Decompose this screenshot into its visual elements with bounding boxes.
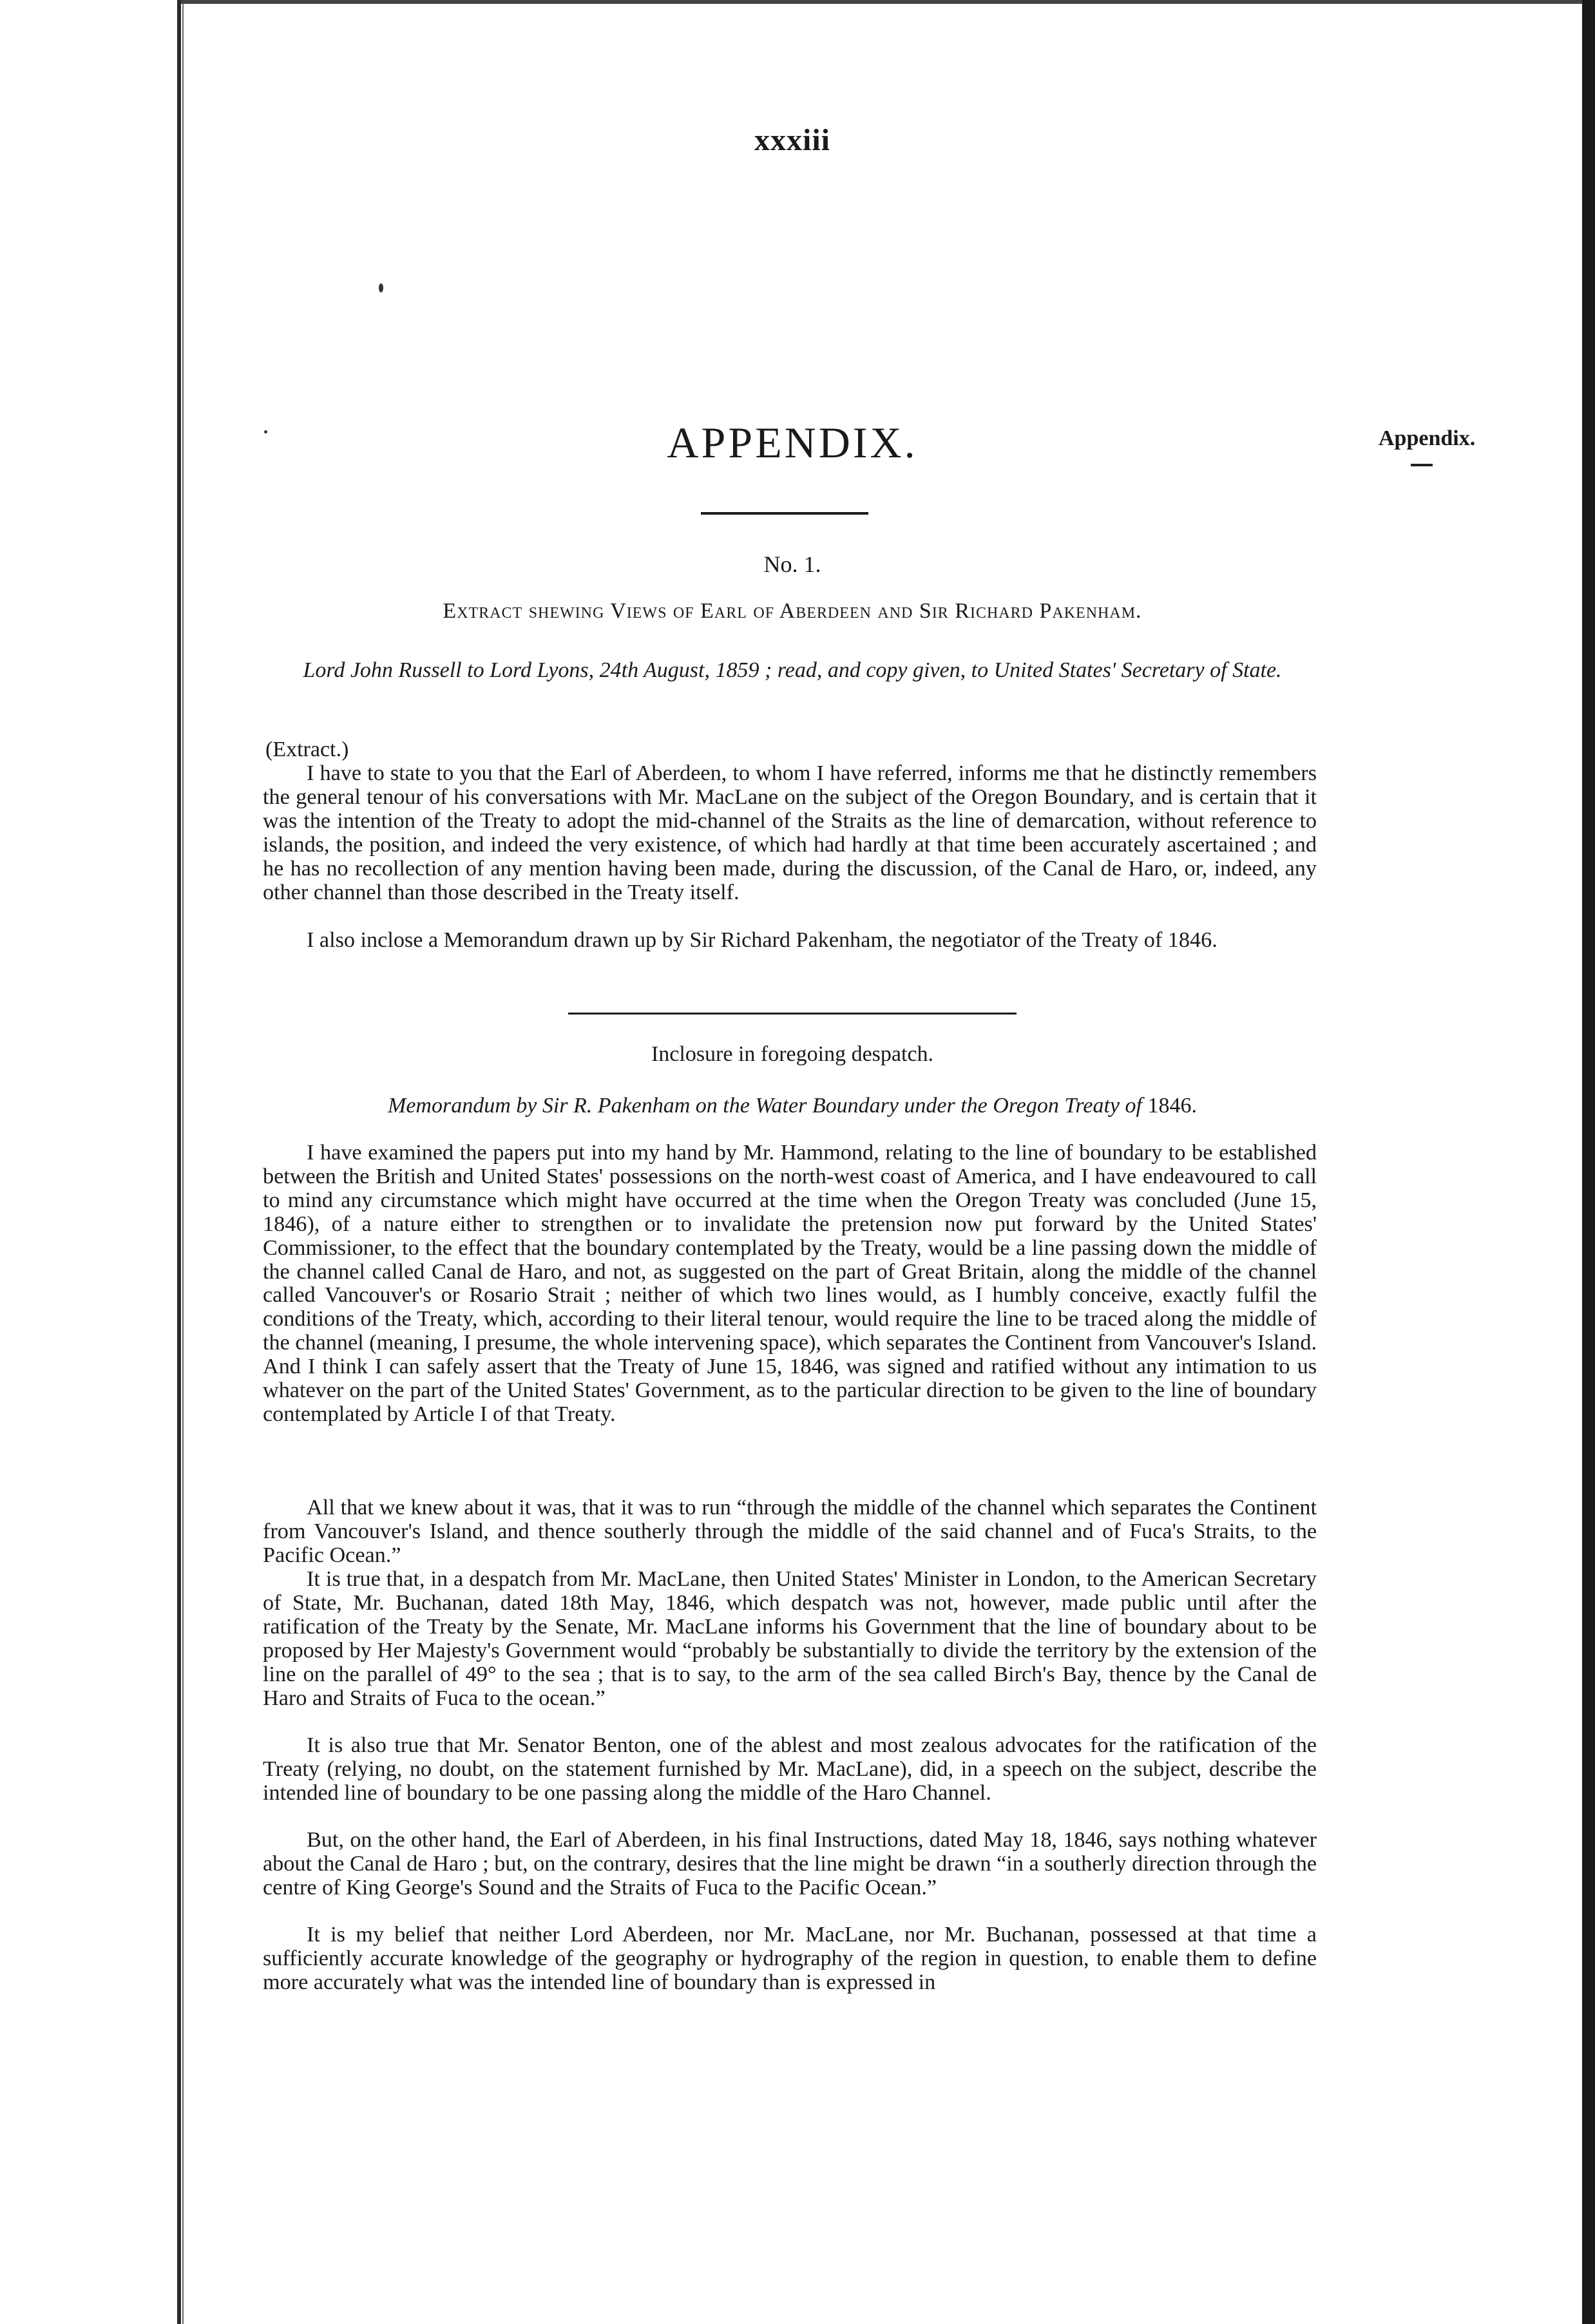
- binding-edge: [177, 0, 181, 2324]
- memo-paragraph: All that we knew about it was, that it was to run “through the middle of the channel which separates the Continent from Vancouver's Island, and thence southerly through the middle of the said channel and of Fuca's Straits, to the Pacific Ocean.”: [263, 1496, 1317, 1567]
- memo-paragraph: I have examined the papers put into my hand by Mr. Hammond, relating to the line of boundary to be established between the British and United States' possessions on the north-west coast of America, and I have endeavoured to call to mind any circumstance which might have occurred at the time when the Oregon Treaty was concluded (June 15, 1846), of a nature either to strengthen or to invalidate the pretension now put forward by the United States' Commissioner, to the effect that the boundary contemplated by the Treaty, would be a line passing down the middle of the channel called Canal de Haro, and not, as suggested on the part of Great Britain, along the middle of the channel called Vancouver's or Rosario Strait ; neither of which two lines would, as I humbly conceive, exactly fulfil the conditions of the Treaty, which, according to their literal tenour, would require the line to be traced along the middle of the channel (meaning, I presume, the whole intervening space), which separates the Continent from Vancouver's Island. And I think I can safely assert that the Treaty of June 15, 1846, was signed and ratified without any intimation to us whatever on the part of the United States' Government, as to the particular direction to be given to the line of boundary contemplated by Article I of that Treaty.: [263, 1141, 1317, 1426]
- extract-label: (Extract.): [265, 738, 349, 761]
- memo-paragraph: But, on the other hand, the Earl of Aberdeen, in his final Instructions, dated May 18, 1846, says nothing whatever about the Canal de Haro ; but, on the contrary, desires that the line might be drawn “in a southerly direction through the centre of King George's Sound and the Straits of Fuca to the Pacific Ocean.”: [263, 1828, 1317, 1900]
- page-number: xxxiii: [754, 123, 830, 157]
- section-divider: [568, 1013, 1017, 1014]
- page-title: APPENDIX.: [667, 418, 918, 467]
- extract-paragraph: I have to state to you that the Earl of Aberdeen, to whom I have referred, informs me that he distinctly remembers the general tenour of his conversations with Mr. MacLane on the subject of the Oregon Boundary, and is certain that it was the intention of the Treaty to adopt the mid-channel of the Straits as the line of demarcation, without reference to islands, the position, and indeed the very existence, of which had hardly at that time been accurately ascertained ; and he has no recollection of any mention having been made, during the discussion, of the Canal de Haro, or, indeed, any other channel than those described in the Treaty itself.: [263, 761, 1317, 904]
- binding-gutter: [0, 0, 177, 2324]
- document-number: No. 1.: [763, 551, 821, 577]
- memo-paragraph: It is also true that Mr. Senator Benton, one of the ablest and most zealous advocates for the ratification of the Treaty (relying, no doubt, on the statement furnished by Mr. MacLane), did, in a speech on the subject, describe the intended line of boundary to be one passing along the middle of the Haro Channel.: [263, 1733, 1317, 1805]
- memo-paragraph: It is my belief that neither Lord Aberdeen, nor Mr. MacLane, nor Mr. Buchanan, possessed at that time a sufficiently accurate knowledge of the geography or hydrography of the region in question, to enable them to define more accurately what was the intended line of boundary than is expressed in: [263, 1923, 1317, 1994]
- page-right-edge: [1582, 0, 1595, 2324]
- section-heading: Extract shewing Views of Earl of Aberdeen and Sir Richard Pakenham.: [443, 599, 1142, 623]
- memorandum-title-text: Memorandum by Sir R. Pakenham on the Water Boundary under the Oregon Treaty of: [388, 1094, 1142, 1118]
- memorandum-title-year: 1846.: [1147, 1094, 1197, 1118]
- margin-note: Appendix.: [1379, 426, 1476, 450]
- scan-speck: [379, 283, 383, 292]
- memorandum-title: [283, 1094, 1301, 1118]
- memo-paragraph: It is true that, in a despatch from Mr. MacLane, then United States' Minister in London, to the American Secretary of State, Mr. Buchanan, dated 18th May, 1846, which despatch was not, however, made public until after the ratification of the Treaty by the Senate, Mr. MacLane informs his Government that the line of boundary about to be proposed by Her Majesty's Government would “probably be substantially to divide the territory by the extension of the line on the parallel of 49° to the sea ; that is to say, to the arm of the sea called Birch's Bay, thence by the Canal de Haro and Straits of Fuca to the ocean.”: [263, 1567, 1317, 1710]
- title-rule: [701, 512, 868, 515]
- extract-paragraph: I also inclose a Memorandum drawn up by Sir Richard Pakenham, the negotiator of the Treaty of 1846.: [307, 928, 1218, 952]
- inclosure-heading: Inclosure in foregoing despatch.: [651, 1042, 934, 1066]
- binding-edge-inner: [182, 0, 184, 2324]
- margin-note-rule: [1411, 464, 1433, 466]
- scan-speck: [264, 430, 267, 433]
- letter-reference: Lord John Russell to Lord Lyons, 24th August, 1859 ; read, and copy given, to United States' Secretary of State.: [303, 658, 1282, 682]
- page-top-edge: [181, 0, 1582, 4]
